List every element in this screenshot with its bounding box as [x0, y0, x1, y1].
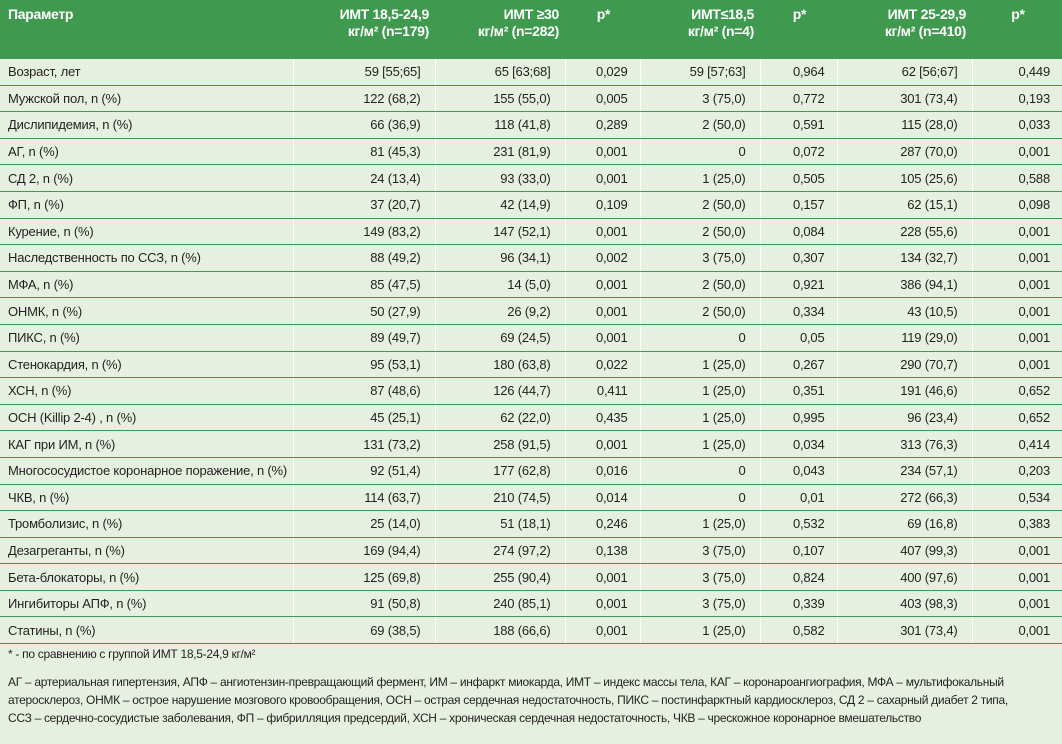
table-row	[0, 484, 1062, 511]
table-cell: 1 (25,0)	[640, 431, 760, 458]
table-cell: 85 (47,5)	[293, 271, 435, 298]
table-cell: 287 (70,0)	[837, 138, 972, 165]
table-cell: 0,001	[972, 218, 1062, 245]
column-header-line: ИМТ ≥30	[503, 6, 559, 22]
table-cell: 92 (51,4)	[293, 457, 435, 484]
table-cell: 0,001	[565, 218, 640, 245]
table-cell: 0,005	[565, 85, 640, 112]
table-row	[0, 298, 1062, 325]
table-cell: 122 (68,2)	[293, 85, 435, 112]
table-cell: 1 (25,0)	[640, 404, 760, 431]
table-cell: 228 (55,6)	[837, 218, 972, 245]
column-header	[293, 0, 435, 59]
table-cell: 0,072	[760, 138, 837, 165]
table-body	[0, 59, 1062, 644]
table-cell: 66 (36,9)	[293, 112, 435, 139]
table-cell: 255 (90,4)	[435, 564, 565, 591]
table-cell: 0,022	[565, 351, 640, 378]
table-cell: 1 (25,0)	[640, 511, 760, 538]
table-row	[0, 324, 1062, 351]
row-label-cell: Многососудистое коронарное поражение, n (%)	[0, 457, 293, 484]
table-cell: 0,002	[565, 245, 640, 272]
table-cell: 51 (18,1)	[435, 511, 565, 538]
table-cell: 0	[640, 484, 760, 511]
table-cell: 0,307	[760, 245, 837, 272]
column-header	[435, 0, 565, 59]
row-label-cell: Наследственность по ССЗ, n (%)	[0, 245, 293, 272]
table-cell: 1 (25,0)	[640, 351, 760, 378]
table-cell: 0,001	[565, 590, 640, 617]
table-cell: 0,05	[760, 324, 837, 351]
table-cell: 0,016	[565, 457, 640, 484]
column-header-line: p*	[792, 6, 807, 22]
column-header	[972, 0, 1062, 59]
table-cell: 0,001	[565, 138, 640, 165]
table-cell: 180 (63,8)	[435, 351, 565, 378]
table-cell: 3 (75,0)	[640, 590, 760, 617]
table-cell: 131 (73,2)	[293, 431, 435, 458]
table-cell: 0,029	[565, 59, 640, 85]
column-header-line: кг/м² (n=4)	[687, 23, 754, 39]
table-cell: 0,246	[565, 511, 640, 538]
table-cell: 0,824	[760, 564, 837, 591]
table-row	[0, 165, 1062, 192]
row-label-cell: Мужской пол, n (%)	[0, 85, 293, 112]
row-label-cell: ОНМК, n (%)	[0, 298, 293, 325]
table-cell: 37 (20,7)	[293, 191, 435, 218]
table-cell: 59 [57;63]	[640, 59, 760, 85]
table-cell: 2 (50,0)	[640, 191, 760, 218]
table-cell: 62 [56;67]	[837, 59, 972, 85]
column-header-line: ИМТ 25-29,9	[887, 6, 966, 22]
row-label-cell: СД 2, n (%)	[0, 165, 293, 192]
abbreviation-line: АГ – артериальная гипертензия, АПФ – ангиотензин-превращающий фермент, ИМ – инфаркт миокарда, ИМТ – индекс массы тела, КАГ – коронароангиография, МФА – мультифокальный	[8, 675, 1004, 689]
table-cell: 0,01	[760, 484, 837, 511]
table-cell: 62 (22,0)	[435, 404, 565, 431]
table-cell: 0,652	[972, 378, 1062, 405]
notes-block	[8, 645, 1053, 727]
table-cell: 147 (52,1)	[435, 218, 565, 245]
row-label-cell: Дезагреганты, n (%)	[0, 537, 293, 564]
row-label-cell: ОСН (Killip 2-4) , n (%)	[0, 404, 293, 431]
table-cell: 0,001	[972, 351, 1062, 378]
abbreviation-line: атеросклероз, ОНМК – острое нарушение мозгового кровообращения, ОСН – острая сердечная недостаточность, ПИКС – постинфарктный кардиосклероз, СД 2 – сахарный диабет 2 типа,	[8, 693, 1008, 707]
table-cell: 59 [55;65]	[293, 59, 435, 85]
table-row	[0, 112, 1062, 139]
table-cell: 0,001	[972, 564, 1062, 591]
table-cell: 114 (63,7)	[293, 484, 435, 511]
column-header	[0, 0, 293, 59]
table-cell: 0,964	[760, 59, 837, 85]
table-cell: 0,334	[760, 298, 837, 325]
table-cell: 69 (38,5)	[293, 617, 435, 644]
table-cell: 0,138	[565, 537, 640, 564]
row-label-cell: АГ, n (%)	[0, 138, 293, 165]
table-cell: 155 (55,0)	[435, 85, 565, 112]
table-row	[0, 590, 1062, 617]
table-cell: 50 (27,9)	[293, 298, 435, 325]
table-cell: 0,001	[972, 617, 1062, 644]
table-cell: 0,001	[972, 590, 1062, 617]
table-cell: 0,001	[565, 564, 640, 591]
table-cell: 3 (75,0)	[640, 245, 760, 272]
table-cell: 2 (50,0)	[640, 112, 760, 139]
row-label-cell: ЧКВ, n (%)	[0, 484, 293, 511]
table-row	[0, 59, 1062, 85]
table-cell: 0,001	[565, 324, 640, 351]
table-cell: 0,995	[760, 404, 837, 431]
table-cell: 169 (94,4)	[293, 537, 435, 564]
table-cell: 0,001	[972, 537, 1062, 564]
table-cell: 290 (70,7)	[837, 351, 972, 378]
row-label-cell: Возраст, лет	[0, 59, 293, 85]
column-header-line: p*	[1011, 6, 1025, 22]
table-cell: 0,001	[972, 298, 1062, 325]
table-cell: 89 (49,7)	[293, 324, 435, 351]
table-row	[0, 457, 1062, 484]
table-cell: 42 (14,9)	[435, 191, 565, 218]
table-cell: 188 (66,6)	[435, 617, 565, 644]
table-cell: 2 (50,0)	[640, 271, 760, 298]
column-header-line: кг/м² (n=282)	[477, 23, 559, 39]
table-cell: 125 (69,8)	[293, 564, 435, 591]
table-cell: 0,339	[760, 590, 837, 617]
table-cell: 0,014	[565, 484, 640, 511]
column-header-line: ИМТ≤18,5	[691, 6, 754, 22]
table-row	[0, 85, 1062, 112]
row-label-cell: Бета-блокаторы, n (%)	[0, 564, 293, 591]
table-cell: 0,652	[972, 404, 1062, 431]
table-row	[0, 138, 1062, 165]
table-cell: 0,588	[972, 165, 1062, 192]
table-cell: 0,505	[760, 165, 837, 192]
table-cell: 0,449	[972, 59, 1062, 85]
table-cell: 0,098	[972, 191, 1062, 218]
table-cell: 177 (62,8)	[435, 457, 565, 484]
table-row	[0, 617, 1062, 644]
table-cell: 95 (53,1)	[293, 351, 435, 378]
table-cell: 0,084	[760, 218, 837, 245]
table-cell: 0,203	[972, 457, 1062, 484]
column-header	[837, 0, 972, 59]
table-cell: 0,033	[972, 112, 1062, 139]
table-cell: 0,001	[565, 431, 640, 458]
table-cell: 0,411	[565, 378, 640, 405]
table-cell: 0,043	[760, 457, 837, 484]
row-label-cell: МФА, n (%)	[0, 271, 293, 298]
column-header-line: кг/м² (n=179)	[347, 23, 429, 39]
table-cell: 0,591	[760, 112, 837, 139]
table-cell: 258 (91,5)	[435, 431, 565, 458]
table-cell: 0	[640, 457, 760, 484]
table-cell: 1 (25,0)	[640, 378, 760, 405]
table-cell: 0,193	[972, 85, 1062, 112]
table-row	[0, 431, 1062, 458]
table-cell: 400 (97,6)	[837, 564, 972, 591]
table-header	[0, 0, 1062, 59]
table-cell: 272 (66,3)	[837, 484, 972, 511]
table-cell: 274 (97,2)	[435, 537, 565, 564]
table-cell: 0,921	[760, 271, 837, 298]
table-cell: 0,534	[972, 484, 1062, 511]
table-row	[0, 511, 1062, 538]
row-label-cell: КАГ при ИМ, n (%)	[0, 431, 293, 458]
column-header-line: кг/м² (n=410)	[884, 23, 966, 39]
table-cell: 313 (76,3)	[837, 431, 972, 458]
table-cell: 2 (50,0)	[640, 218, 760, 245]
table-cell: 210 (74,5)	[435, 484, 565, 511]
row-label-cell: ФП, n (%)	[0, 191, 293, 218]
table-cell: 0,351	[760, 378, 837, 405]
table-cell: 0,383	[972, 511, 1062, 538]
table-cell: 0,001	[565, 617, 640, 644]
table-row	[0, 351, 1062, 378]
table-cell: 62 (15,1)	[837, 191, 972, 218]
table-cell: 234 (57,1)	[837, 457, 972, 484]
row-label-cell: Тромболизис, n (%)	[0, 511, 293, 538]
column-header	[640, 0, 760, 59]
table-cell: 81 (45,3)	[293, 138, 435, 165]
table-cell: 0,001	[565, 271, 640, 298]
table-cell: 0,001	[972, 245, 1062, 272]
table-cell: 96 (34,1)	[435, 245, 565, 272]
column-header	[565, 0, 640, 59]
table-cell: 93 (33,0)	[435, 165, 565, 192]
table-cell: 231 (81,9)	[435, 138, 565, 165]
table-cell: 0,532	[760, 511, 837, 538]
table-cell: 0	[640, 138, 760, 165]
row-label-cell: Статины, n (%)	[0, 617, 293, 644]
table-cell: 119 (29,0)	[837, 324, 972, 351]
table-cell: 126 (44,7)	[435, 378, 565, 405]
table-cell: 118 (41,8)	[435, 112, 565, 139]
column-header-line: p*	[596, 6, 611, 22]
row-label-cell: Ингибиторы АПФ, n (%)	[0, 590, 293, 617]
table-cell: 1 (25,0)	[640, 165, 760, 192]
table-cell: 24 (13,4)	[293, 165, 435, 192]
table-cell: 0,001	[972, 324, 1062, 351]
table-row	[0, 245, 1062, 272]
abbreviations	[8, 673, 1053, 727]
table-cell: 386 (94,1)	[837, 271, 972, 298]
table-cell: 115 (28,0)	[837, 112, 972, 139]
table-cell: 45 (25,1)	[293, 404, 435, 431]
table-cell: 0,109	[565, 191, 640, 218]
table-cell: 14 (5,0)	[435, 271, 565, 298]
table-cell: 134 (32,7)	[837, 245, 972, 272]
table-cell: 96 (23,4)	[837, 404, 972, 431]
table-cell: 0,001	[565, 298, 640, 325]
row-label-cell: Курение, n (%)	[0, 218, 293, 245]
table-cell: 91 (50,8)	[293, 590, 435, 617]
table-row	[0, 564, 1062, 591]
table-cell: 2 (50,0)	[640, 298, 760, 325]
table-row	[0, 191, 1062, 218]
table-cell: 407 (99,3)	[837, 537, 972, 564]
table-cell: 87 (48,6)	[293, 378, 435, 405]
table-cell: 0,001	[565, 165, 640, 192]
footnote: * - по сравнению с группой ИМТ 18,5-24,9 кг/м²	[8, 647, 256, 661]
table-cell: 0,034	[760, 431, 837, 458]
table-row	[0, 378, 1062, 405]
table-cell: 43 (10,5)	[837, 298, 972, 325]
table-cell: 0,001	[972, 271, 1062, 298]
table-cell: 69 (24,5)	[435, 324, 565, 351]
table-cell: 105 (25,6)	[837, 165, 972, 192]
table-cell: 0,107	[760, 537, 837, 564]
table-cell: 65 [63;68]	[435, 59, 565, 85]
column-header-line: Параметр	[8, 6, 74, 22]
table-cell: 0,157	[760, 191, 837, 218]
table-cell: 149 (83,2)	[293, 218, 435, 245]
table-cell: 88 (49,2)	[293, 245, 435, 272]
table-row	[0, 218, 1062, 245]
table-cell: 25 (14,0)	[293, 511, 435, 538]
header-row	[0, 0, 1062, 59]
table-row	[0, 537, 1062, 564]
table-cell: 0,435	[565, 404, 640, 431]
column-header	[760, 0, 837, 59]
table-cell: 301 (73,4)	[837, 617, 972, 644]
table-cell: 69 (16,8)	[837, 511, 972, 538]
table-cell: 1 (25,0)	[640, 617, 760, 644]
row-label-cell: Дислипидемия, n (%)	[0, 112, 293, 139]
table-row	[0, 404, 1062, 431]
table-cell: 0,289	[565, 112, 640, 139]
table-cell: 403 (98,3)	[837, 590, 972, 617]
table-cell: 240 (85,1)	[435, 590, 565, 617]
table-cell: 0,001	[972, 138, 1062, 165]
table-cell: 301 (73,4)	[837, 85, 972, 112]
column-header-line: ИМТ 18,5-24,9	[339, 6, 429, 22]
table-row	[0, 271, 1062, 298]
table-cell: 3 (75,0)	[640, 537, 760, 564]
table-cell: 3 (75,0)	[640, 85, 760, 112]
row-label-cell: ХСН, n (%)	[0, 378, 293, 405]
table-cell: 0,772	[760, 85, 837, 112]
table-cell: 3 (75,0)	[640, 564, 760, 591]
table-cell: 0	[640, 324, 760, 351]
table-cell: 26 (9,2)	[435, 298, 565, 325]
row-label-cell: Стенокардия, n (%)	[0, 351, 293, 378]
table-cell: 0,267	[760, 351, 837, 378]
table-cell: 0,414	[972, 431, 1062, 458]
row-label-cell: ПИКС, n (%)	[0, 324, 293, 351]
table-cell: 0,582	[760, 617, 837, 644]
abbreviation-line: ССЗ – сердечно-сосудистые заболевания, ФП – фибрилляция предсердий, ХСН – хроническая сердечная недостаточность, ЧКВ – чрескожное коронарное вмешательство	[8, 711, 922, 725]
table-cell: 191 (46,6)	[837, 378, 972, 405]
